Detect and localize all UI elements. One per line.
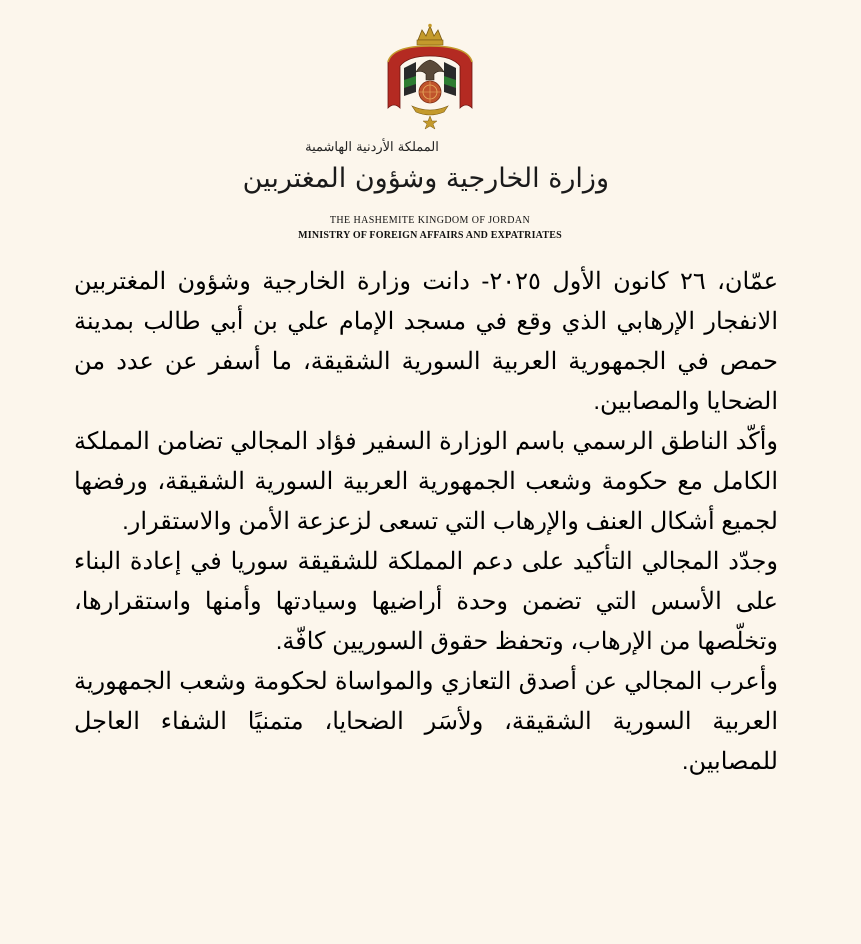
press-statement-body bbox=[74, 262, 778, 782]
statement-paragraph-support: وجدّد المجالي التأكيد على دعم المملكة للشقيقة سوريا في إعادة البناء على الأسس التي تضمن وحدة أراضيها وسيادتها وأمنها واستقرارها، وتخلّصها من الإرهاب، وتحفظ حقوق السوريين كافّة. bbox=[74, 548, 778, 655]
jordan-coat-of-arms-icon bbox=[382, 22, 478, 132]
statement-paragraph-condolences: وأعرب المجالي عن أصدق التعازي والمواساة لحكومة وشعب الجمهورية العربية السورية الشقيقة، ولأسَر الضحايا، متمنيًا الشفاء العاجل للمصابين. bbox=[74, 668, 778, 775]
statement-paragraph-solidarity: وأكّد الناطق الرسمي باسم الوزارة السفير فؤاد المجالي تضامن المملكة الكامل مع حكومة وشعب الجمهورية العربية السورية الشقيقة، ورفضها لجميع أشكال العنف والإرهاب التي تسعى لزعزعة الأمن والاستقرار. bbox=[74, 428, 778, 535]
ministry-name-english: MINISTRY OF FOREIGN AFFAIRS AND EXPATRIATES bbox=[298, 230, 562, 241]
kingdom-name-arabic: المملكة الأردنية الهاشمية bbox=[305, 140, 439, 155]
statement-paragraph-condemnation: عمّان، ٢٦ كانون الأول ٢٠٢٥- دانت وزارة الخارجية وشؤون المغتربين الانفجار الإرهابي الذي وقع في مسجد الإمام علي بن أبي طالب بمدينة حمص في الجمهورية العربية السورية الشقيقة، ما أسفر عن عدد من الضحايا والمصابين. bbox=[74, 268, 779, 415]
ministry-name-arabic: وزارة الخارجية وشؤون المغتربين bbox=[242, 163, 609, 194]
kingdom-name-english: THE HASHEMITE KINGDOM OF JORDAN bbox=[329, 215, 531, 226]
letterhead bbox=[0, 22, 861, 244]
